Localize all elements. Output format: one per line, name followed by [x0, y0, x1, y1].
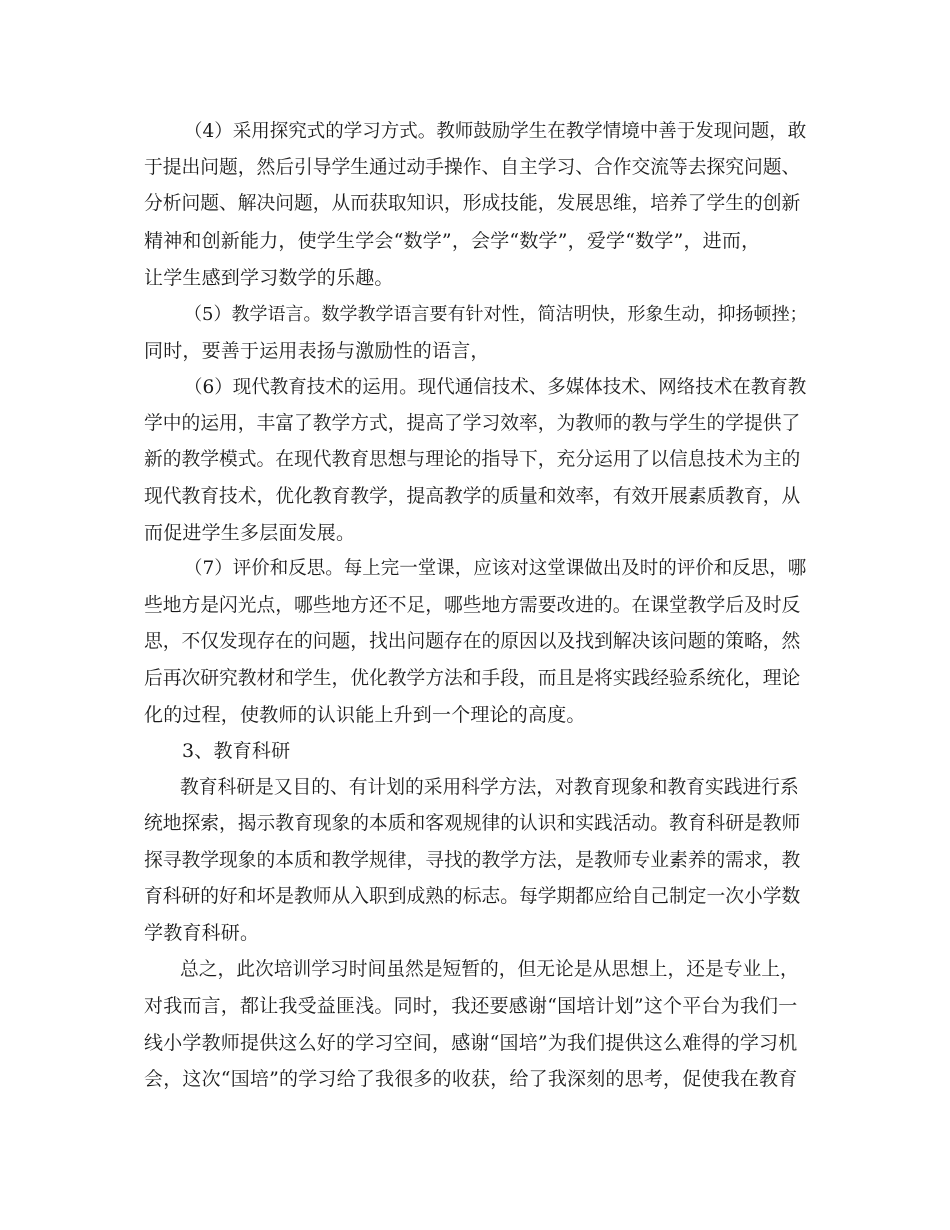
text-line: （4）采用探究式的学习方式。教师鼓励学生在教学情境中善于发现问题，敢: [184, 121, 807, 142]
text-line: 化的过程，使教师的认识能上升到一个理论的高度。: [144, 704, 586, 726]
section-heading: 3、教育科研: [182, 740, 291, 762]
text-line: 分析问题、解决问题，从而获取知识，形成技能，发展思维，培养了学生的创新: [144, 193, 801, 214]
text-line: 会，这次“国培”的学习给了我很多的收获，给了我深刻的思考，促使我在教育: [144, 1068, 798, 1090]
text-line: 总之，此次培训学习时间虽然是短暂的，但无论是从思想上，还是专业上，: [180, 959, 799, 980]
text-line: 后再次研究教材和学生，优化教学方法和手段，而且是将实践经验系统化，理论: [144, 668, 801, 689]
text-line: 同时，要善于运用表扬与激励性的语言，: [144, 340, 490, 362]
text-line: 些地方是闪光点，哪些地方还不足，哪些地方需要改进的。在课堂教学后及时反: [144, 595, 801, 616]
text-line: （6）现代教育技术的运用。现代通信技术、多媒体技术、网络技术在教育教: [184, 377, 807, 398]
text-line: 精神和创新能力，使学生学会“数学”，会学“数学”，爱学“数学”，进而，: [144, 230, 761, 252]
text-line: 对我而言，都让我受益匪浅。同时，我还要感谢“国培计划”这个平台为我们一: [144, 995, 798, 1017]
text-line: 学教育科研。: [144, 922, 260, 944]
text-line: 于提出问题，然后引导学生通过动手操作、自主学习、合作交流等去探究问题、: [144, 157, 801, 178]
text-line: 探寻教学现象的本质和教学规律，寻找的教学方法，是教师专业素养的需求，教: [144, 850, 801, 871]
text-line: 学中的运用，丰富了教学方式，提高了学习效率，为教师的教与学生的学提供了: [144, 413, 801, 434]
text-line: 统地探索，揭示教育现象的本质和客观规律的认识和实践活动。教育科研是教师: [144, 813, 801, 834]
text-line: 线小学教师提供这么好的学习空间，感谢“国培”为我们提供这么难得的学习机: [144, 1032, 798, 1054]
text-line: 育科研的好和坏是教师从入职到成熟的标志。每学期都应给自己制定一次小学数: [144, 886, 801, 907]
text-line: 思，不仅发现存在的问题，找出问题存在的原因以及找到解决该问题的策略，然: [144, 631, 801, 652]
text-line: 现代教育技术，优化教育教学，提高教学的质量和效率，有效开展素质教育，从: [144, 486, 801, 507]
text-line: 新的教学模式。在现代教育思想与理论的指导下，充分运用了以信息技术为主的: [144, 449, 801, 470]
text-line: （5）教学语言。数学教学语言要有针对性，简洁明快，形象生动，抑扬顿挫；: [184, 304, 808, 325]
text-line: 而促进学生多层面发展。: [144, 522, 356, 544]
text-line: （7）评价和反思。每上完一堂课，应该对这堂课做出及时的评价和反思，哪: [184, 558, 807, 579]
text-line: 让学生感到学习数学的乐趣。: [144, 267, 394, 289]
text-line: 教育科研是又目的、有计划的采用科学方法，对教育现象和教育实践进行系: [180, 777, 799, 798]
